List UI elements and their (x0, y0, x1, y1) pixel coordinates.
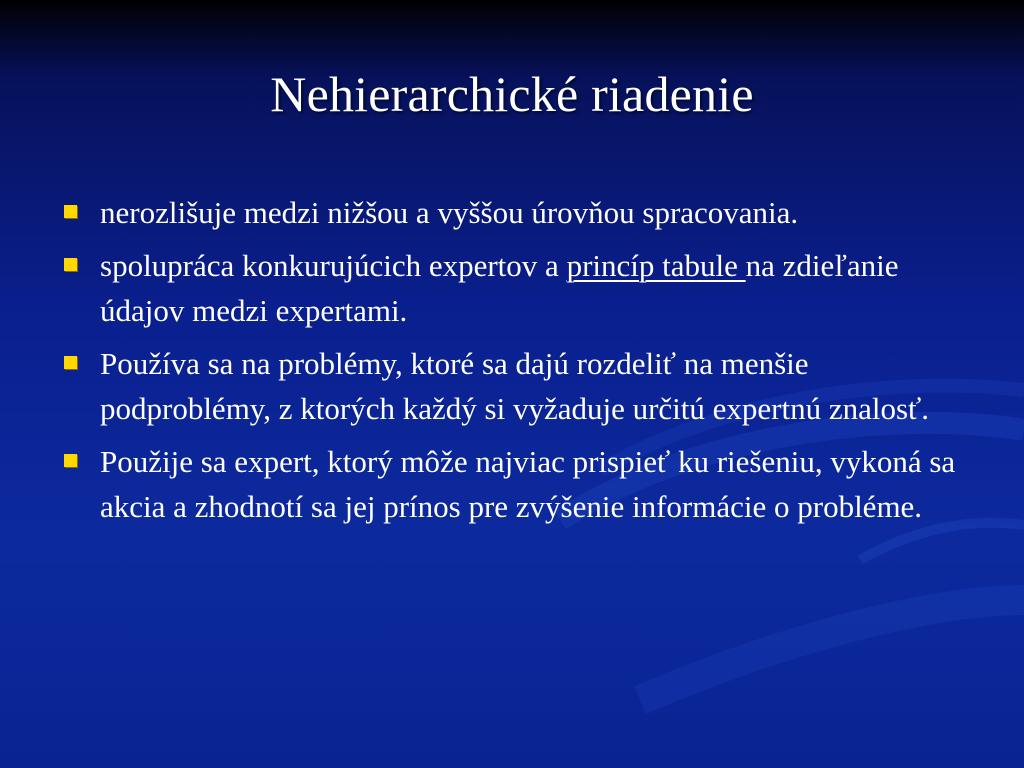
square-bullet-icon (64, 454, 77, 467)
slide-title: Nehierarchické riadenie (270, 66, 754, 122)
bullet-text: Používa sa na problémy, ktoré sa dajú rozdeliť na menšie podproblémy, z ktorých každý si vyžaduje určitú expertnú znalosť. (100, 346, 930, 426)
square-bullet-icon (64, 356, 77, 369)
bullet-item (62, 190, 982, 235)
slide-content (62, 190, 982, 537)
bullet-text-after-link: na zdieľanie údajov medzi expertami. (100, 248, 899, 328)
bullet-item (62, 341, 982, 431)
square-bullet-icon (64, 258, 77, 271)
bullet-item (62, 243, 982, 333)
square-bullet-icon (64, 205, 77, 218)
bullet-text-before-link: spolupráca konkurujúcich expertov a (100, 248, 567, 283)
bullet-list (62, 190, 982, 529)
bullet-item (62, 439, 982, 529)
bullet-text: nerozlišuje medzi nižšou a vyššou úrovňou spracovania. (100, 195, 799, 230)
princip-tabule-link[interactable]: princíp tabule (566, 248, 746, 283)
bullet-text: Použije sa expert, ktorý môže najviac prispieť ku riešeniu, vykoná sa akcia a zhodnotí sa jej prínos pre zvýšenie informácie o probléme. (100, 444, 956, 524)
